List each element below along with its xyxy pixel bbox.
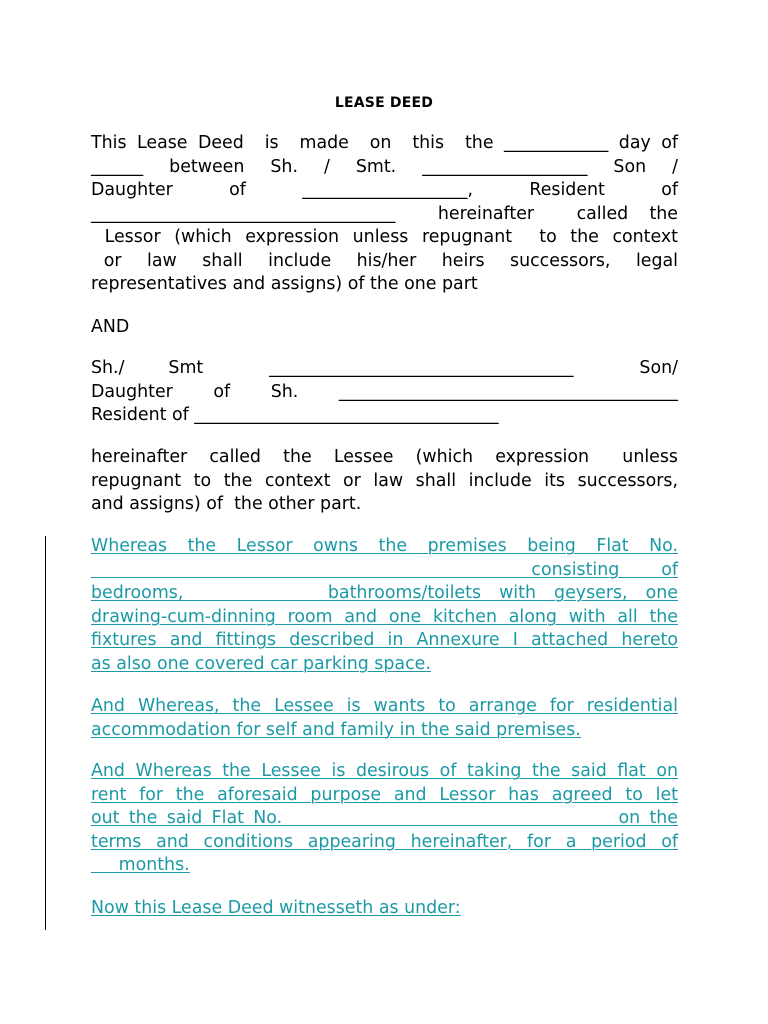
text-line: Daughter of ___________________, Resident of: [91, 180, 678, 200]
text-line: rent for the aforesaid purpose and Lessor has agreed to let: [91, 784, 678, 805]
text-line: representatives and assigns) of the one part: [91, 274, 478, 294]
text-line: This Lease Deed is made on this the ____________ day of: [91, 133, 678, 153]
text-line: Now this Lease Deed witnesseth as under:: [91, 898, 461, 918]
text-line: And Whereas, the Lessee is wants to arrange for residential: [91, 696, 678, 716]
text-line: repugnant to the context or law shall include its successors,: [91, 470, 678, 491]
text-line: drawing-cum-dinning room and one kitchen along with all the: [91, 606, 678, 627]
text-line: Daughter of Sh. _______________________________________: [91, 381, 678, 402]
change-bar: [45, 536, 46, 930]
lessee-details-paragraph: [91, 357, 678, 428]
text-line: or law shall include his/her heirs successors, legal: [91, 250, 678, 271]
text-line: ___________________________________ hereinafter called the: [91, 203, 678, 224]
text-line: ______ between Sh. / Smt. ___________________ Son /: [91, 156, 678, 177]
text-line: and assigns) of the other part.: [91, 494, 362, 514]
text-line: hereinafter called the Lessee (which expression unless: [91, 447, 678, 467]
premises-paragraph: [91, 535, 678, 676]
lessor-paragraph: [91, 132, 678, 297]
text-line: out the said Flat No. on the: [91, 808, 678, 828]
text-line: fixtures and fittings described in Annexure I attached hereto: [91, 630, 678, 650]
text-line: Whereas the Lessor owns the premises being Flat No.: [91, 536, 678, 556]
residential-paragraph: [91, 695, 678, 742]
and-label: [91, 316, 678, 340]
text-line: terms and conditions appearing hereinafter, for a period of: [91, 831, 678, 852]
rent-agreement-paragraph: [91, 760, 678, 878]
text-line: accommodation for self and family in the said premises.: [91, 719, 581, 740]
text-line: Resident of ___________________________________: [91, 405, 499, 425]
text-line: Sh./ Smt ___________________________________ Son/: [91, 358, 678, 378]
text-line: bedrooms, bathrooms/toilets with geysers, one: [91, 583, 678, 603]
text-line: months.: [91, 855, 190, 875]
text-line: And Whereas the Lessee is desirous of taking the said flat on: [91, 761, 678, 781]
text-line: as also one covered car parking space.: [91, 653, 431, 674]
text-line: AND: [91, 317, 130, 337]
text-line: consisting of: [91, 559, 678, 580]
witnesseth-paragraph: [91, 897, 678, 921]
text-line: Lessor (which expression unless repugnant to the context: [91, 227, 678, 247]
lessee-paragraph: [91, 446, 678, 517]
document-title: LEASE DEED: [334, 95, 434, 111]
